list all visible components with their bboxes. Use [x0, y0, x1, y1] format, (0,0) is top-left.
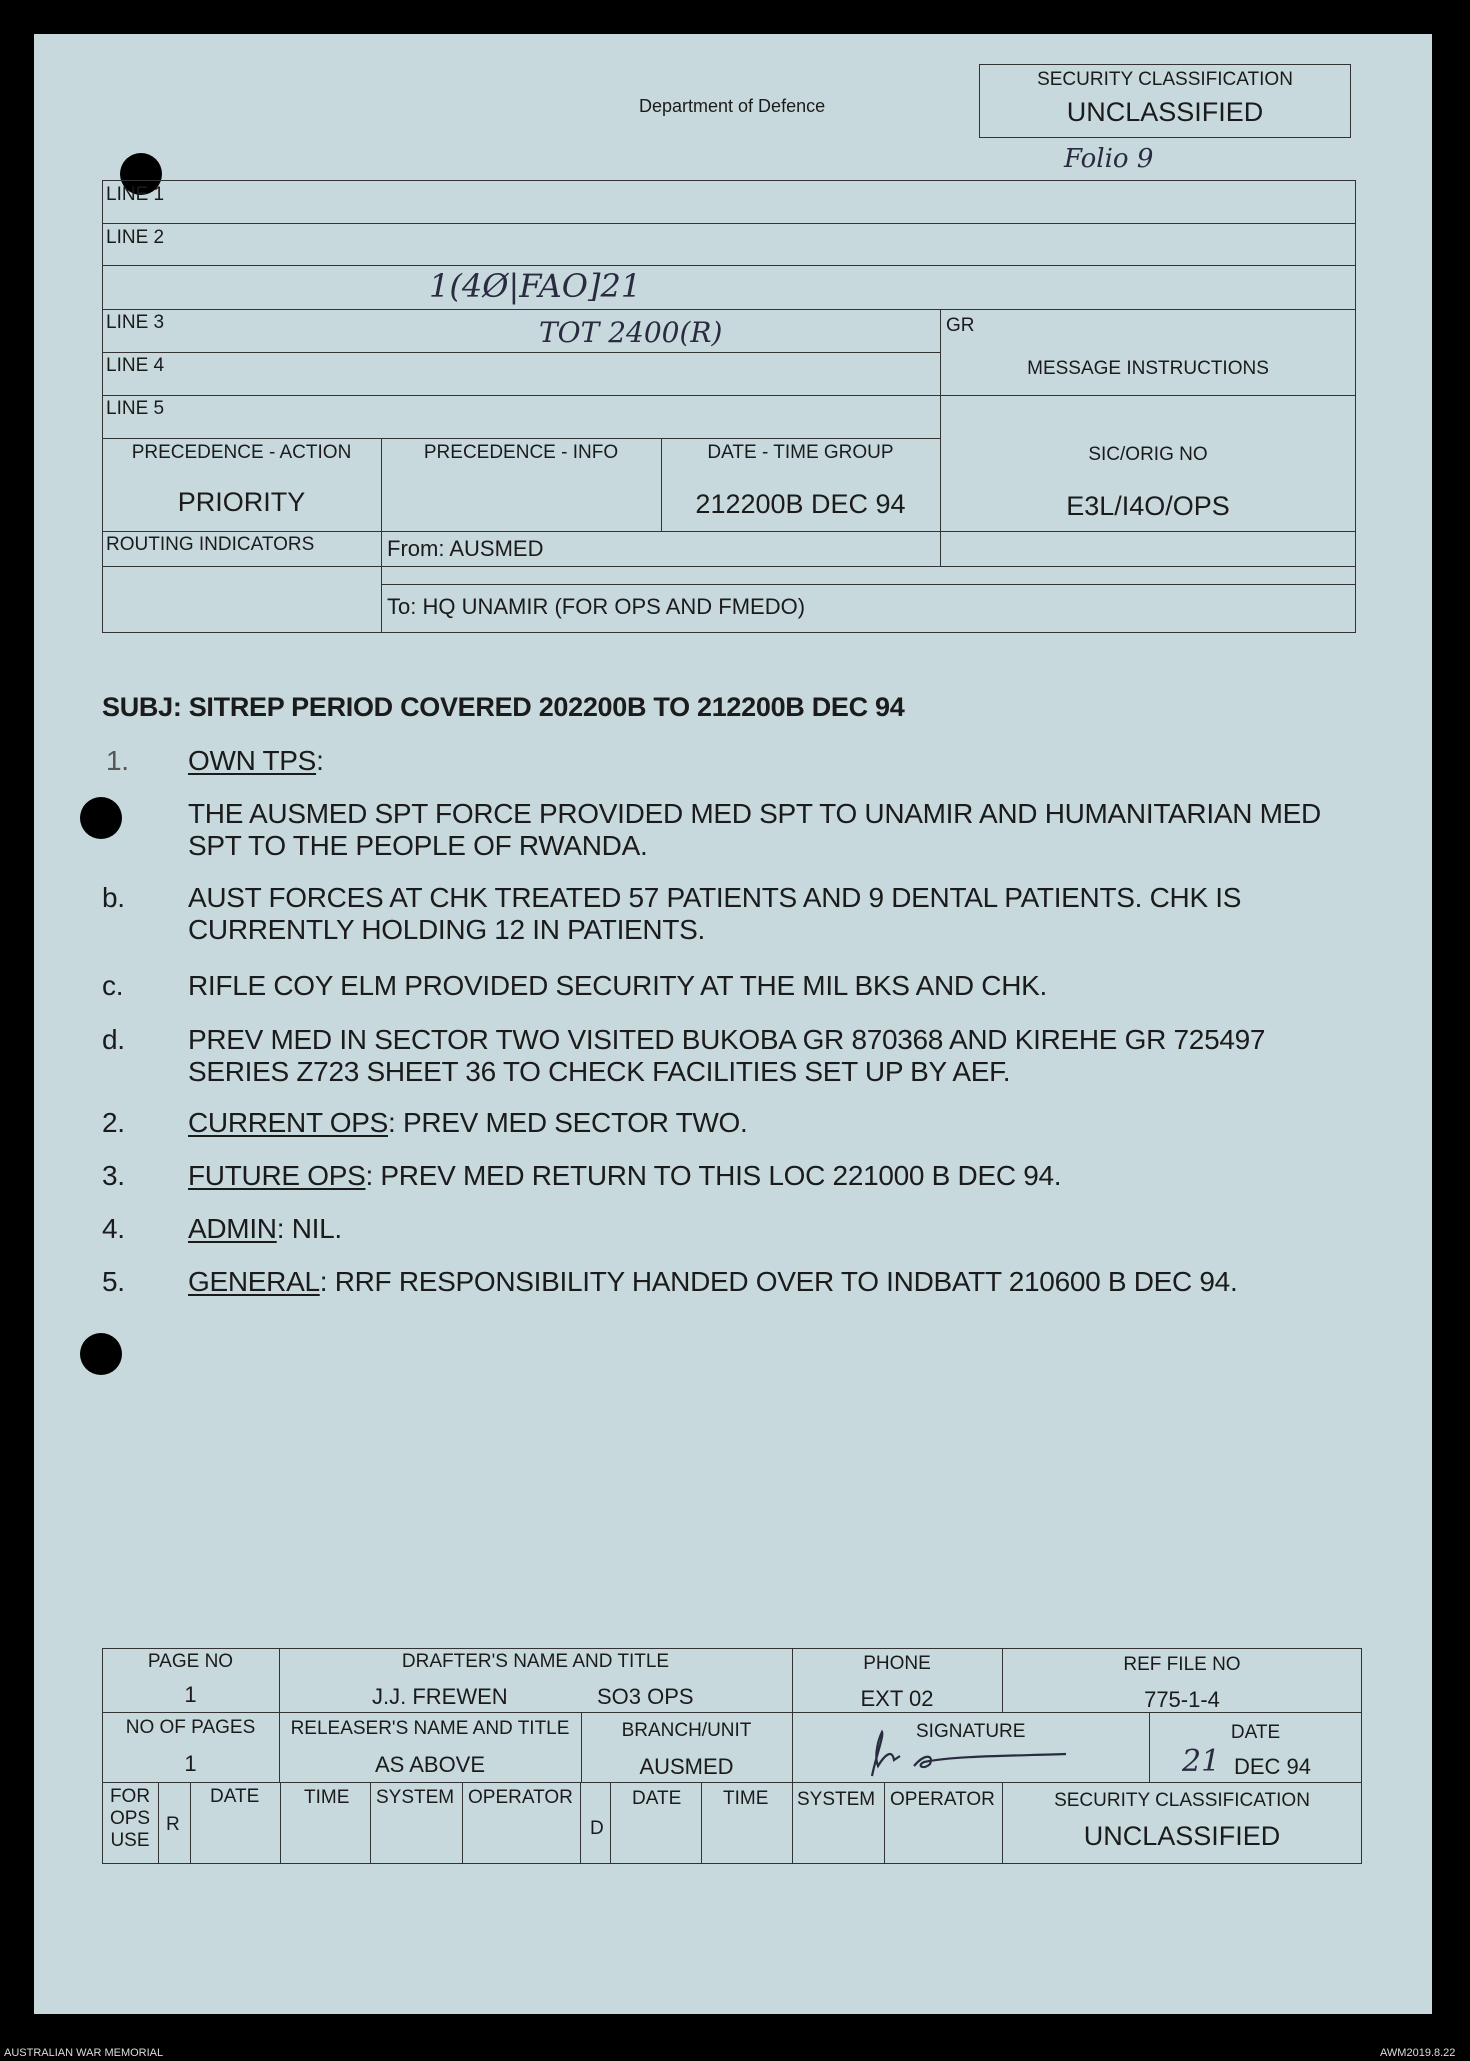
security-classification-label: SECURITY CLASSIFICATION — [1037, 69, 1293, 90]
archive-footer-left: AUSTRALIAN WAR MEMORIAL — [4, 2047, 164, 2059]
item-a-text: THE AUSMED SPT FORCE PROVIDED MED SPT TO UNAMIR AND HUMANITARIAN MED SPT TO THE PEOPLE OF RWANDA. — [188, 798, 1321, 861]
routing-indicators-label: ROUTING INDICATORS — [106, 534, 315, 555]
d-label: D — [590, 1818, 604, 1839]
item-c-text: RIFLE COY ELM PROVIDED SECURITY AT THE MIL BKS AND CHK. — [188, 970, 1047, 1001]
rule-line — [580, 1782, 581, 1864]
rule-line — [102, 309, 1356, 310]
item-2-text: : PREV MED SECTOR TWO. — [388, 1107, 748, 1138]
item-4-text: : NIL. — [276, 1213, 342, 1244]
item-c-num: c. — [102, 970, 124, 1001]
item-1-heading: OWN TPS — [188, 745, 317, 776]
item-2 — [188, 1107, 748, 1139]
item-3-num: 3. — [102, 1160, 125, 1191]
rule-line — [102, 438, 940, 439]
rule-line — [610, 1782, 611, 1864]
rule-line — [462, 1782, 463, 1864]
line-3-label: LINE 3 — [106, 312, 165, 333]
archive-footer-right: AWM2019.8.22 — [1380, 2047, 1456, 2059]
item-5-text: : RRF RESPONSIBILITY HANDED OVER TO INDBATT 210600 B DEC 94. — [319, 1266, 1238, 1297]
punch-hole-middle — [80, 797, 122, 839]
item-b-text: AUST FORCES AT CHK TREATED 57 PATIENTS AND 9 DENTAL PATIENTS. CHK IS CURRENTLY HOLDING 12 IN PATIENTS. — [188, 882, 1242, 945]
dtg-value: 212200B DEC 94 — [695, 489, 906, 519]
date-day: 21 — [1182, 1744, 1221, 1779]
precedence-action-label: PRECEDENCE - ACTION — [131, 442, 352, 463]
phone-label: PHONE — [863, 1653, 931, 1674]
document-page — [34, 34, 1432, 2014]
sic-label: SIC/ORIG NO — [1088, 444, 1208, 465]
branch-value: AUSMED — [639, 1754, 734, 1779]
item-b-num: b. — [102, 882, 125, 913]
folio-note: Folio 9 — [1064, 144, 1154, 174]
col-system-2: SYSTEM — [797, 1789, 876, 1810]
item-2-num: 2. — [102, 1107, 125, 1138]
precedence-info-label: PRECEDENCE - INFO — [423, 442, 619, 463]
page-no-label: PAGE NO — [147, 1651, 234, 1672]
subject-line: SUBJ: SITREP PERIOD COVERED 202200B TO 212200B DEC 94 — [102, 692, 905, 722]
line-2-label: LINE 2 — [106, 227, 165, 248]
r-label: R — [166, 1814, 180, 1835]
footer-security-label: SECURITY CLASSIFICATION — [1054, 1790, 1310, 1811]
routing-to: To: HQ UNAMIR (FOR OPS AND FMEDO) — [387, 594, 806, 619]
rule-line — [381, 531, 382, 633]
security-classification-box — [979, 64, 1351, 138]
security-classification-value: UNCLASSIFIED — [1066, 97, 1264, 127]
signature-scribble — [854, 1726, 1074, 1780]
col-operator-2: OPERATOR — [890, 1789, 995, 1810]
releaser-label: RELEASER'S NAME AND TITLE — [290, 1718, 570, 1739]
item-3 — [188, 1160, 1061, 1192]
ref-file-value: 775-1-4 — [1144, 1687, 1220, 1712]
item-1 — [188, 745, 324, 777]
item-5 — [188, 1266, 1237, 1298]
rule-line — [792, 1712, 793, 1864]
item-5-num: 5. — [102, 1266, 125, 1297]
department-name: Department of Defence — [639, 96, 826, 116]
page-no-value: 1 — [184, 1682, 197, 1707]
gr-label: GR — [946, 315, 975, 336]
item-d-text: PREV MED IN SECTOR TWO VISITED BUKOBA GR 870368 AND KIREHE GR 725497 SERIES Z723 SHEET 36 TO CHECK FACILITIES SET UP BY AEF. — [188, 1024, 1266, 1087]
line-4-label: LINE 4 — [106, 355, 165, 376]
rule-line — [102, 352, 940, 353]
rule-line — [701, 1782, 702, 1864]
routing-from: From: AUSMED — [387, 536, 544, 561]
item-3-text: : PREV MED RETURN TO THIS LOC 221000 B DEC 94. — [365, 1160, 1062, 1191]
rule-line — [158, 1782, 159, 1864]
drafter-name: J.J. FREWEN — [372, 1684, 508, 1709]
col-date-1: DATE — [210, 1786, 260, 1807]
rule-line — [370, 1782, 371, 1864]
precedence-action-value: PRIORITY — [177, 487, 306, 517]
no-of-pages-label: NO OF PAGES — [125, 1717, 256, 1738]
item-1-num: 1. — [106, 745, 129, 776]
item-4-num: 4. — [102, 1213, 125, 1244]
handwritten-reference: 1(4Ø|FAO]21 — [429, 267, 642, 305]
item-1-text: : — [316, 745, 324, 776]
punch-hole-bottom — [80, 1333, 122, 1375]
rule-line — [884, 1782, 885, 1864]
rule-line — [940, 309, 941, 396]
rule-line — [102, 1782, 1362, 1783]
rule-line — [190, 1782, 191, 1864]
item-d-num: d. — [102, 1024, 125, 1055]
phone-value: EXT 02 — [860, 1686, 934, 1711]
col-operator-1: OPERATOR — [468, 1787, 573, 1808]
rule-line — [102, 223, 1356, 224]
rule-line — [381, 584, 1356, 585]
date-label: DATE — [1230, 1722, 1281, 1743]
item-4 — [188, 1213, 342, 1245]
signature-label: SIGNATURE — [916, 1721, 1026, 1742]
ref-file-label: REF FILE NO — [1123, 1654, 1241, 1675]
branch-label: BRANCH/UNIT — [621, 1720, 752, 1741]
col-system-1: SYSTEM — [376, 1787, 455, 1808]
col-time-1: TIME — [304, 1787, 350, 1808]
handwritten-tot: TOT 2400(R) — [539, 316, 723, 349]
item-5-heading: GENERAL — [188, 1266, 320, 1297]
releaser-value: AS ABOVE — [374, 1752, 486, 1777]
rule-line — [102, 265, 1356, 266]
for-ops-use-label: FOR OPS USE — [109, 1786, 151, 1851]
item-4-heading: ADMIN — [188, 1213, 277, 1244]
message-instructions-label: MESSAGE INSTRUCTIONS — [1027, 358, 1269, 379]
sic-value: E3L/I4O/OPS — [1066, 491, 1230, 521]
drafter-label: DRAFTER'S NAME AND TITLE — [401, 1651, 670, 1672]
line-1-label: LINE 1 — [106, 184, 165, 205]
line-5-label: LINE 5 — [106, 398, 165, 419]
col-date-2: DATE — [632, 1788, 682, 1809]
dtg-label: DATE - TIME GROUP — [707, 442, 894, 463]
date-rest: DEC 94 — [1234, 1754, 1312, 1779]
no-of-pages-value: 1 — [184, 1751, 197, 1776]
drafter-title: SO3 OPS — [597, 1684, 694, 1709]
item-2-heading: CURRENT OPS — [188, 1107, 388, 1138]
col-time-2: TIME — [723, 1788, 769, 1809]
item-3-heading: FUTURE OPS — [188, 1160, 366, 1191]
footer-security-value: UNCLASSIFIED — [1083, 1821, 1281, 1851]
rule-line — [280, 1782, 281, 1864]
